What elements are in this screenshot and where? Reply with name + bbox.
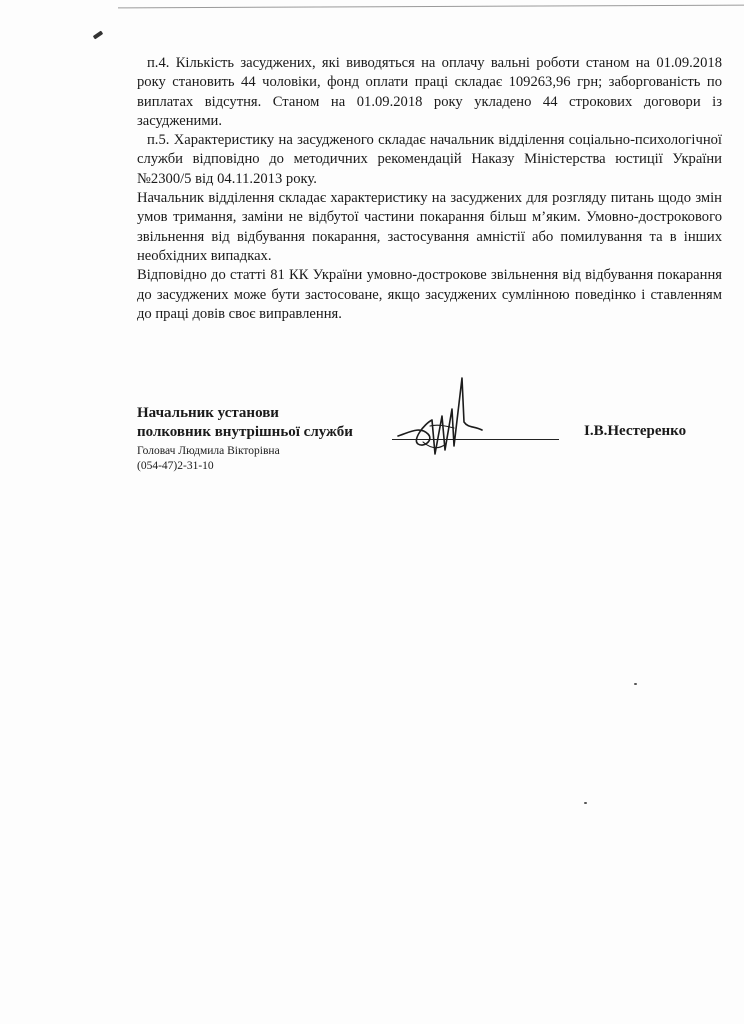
scan-edge-line	[118, 5, 744, 9]
paragraph-p4: п.4. Кількість засуджених, які виводяться на оплачу вальні роботи станом на 01.09.2018 року становить 44 чоловіки, фонд оплати праці складає 109263,96 грн; заборгованість по виплатах відсутня. Станом на 01.09.2018 року укладено 44 строкових договори із засудженими.	[137, 55, 722, 129]
signer-title: Начальник установи	[137, 405, 279, 421]
scan-speck	[584, 802, 587, 804]
document-body	[137, 54, 722, 324]
paragraph-p5: п.5. Характеристику на засудженого складає начальник відділення соціально-психологічної служби відповідно до методичних рекомендацій Наказу Міністерства юстиції України №2300/5 від 04.11.2013 року.	[137, 132, 722, 187]
paragraph-article-81: Відповідно до статті 81 КК України умовно-дострокове звільнення від відбування покарання до засуджених може бути застосоване, якщо засуджених сумлінною поведінко і ставленням до праці довів своє виправлення.	[137, 267, 722, 322]
scan-mark	[93, 30, 103, 39]
scan-speck	[634, 683, 637, 685]
executor-name: Головач Людмила Вікторівна	[137, 445, 280, 457]
paragraph-characteristics: Начальник відділення складає характеристику на засуджених для розгляду питань щодо змін умов тримання, заміни не відбутої частини покарання більш м’яким. Умовно-дострокового звільнення від відбування покарання, застосування амністії або помилування та в інших необхідних випадках.	[137, 190, 722, 264]
handwritten-signature	[390, 364, 510, 474]
signer-rank: полковник внутрішньої служби	[137, 424, 353, 440]
signer-name: І.В.Нестеренко	[584, 423, 687, 439]
signature-block	[137, 404, 722, 484]
executor-phone: (054-47)2-31-10	[137, 460, 214, 472]
